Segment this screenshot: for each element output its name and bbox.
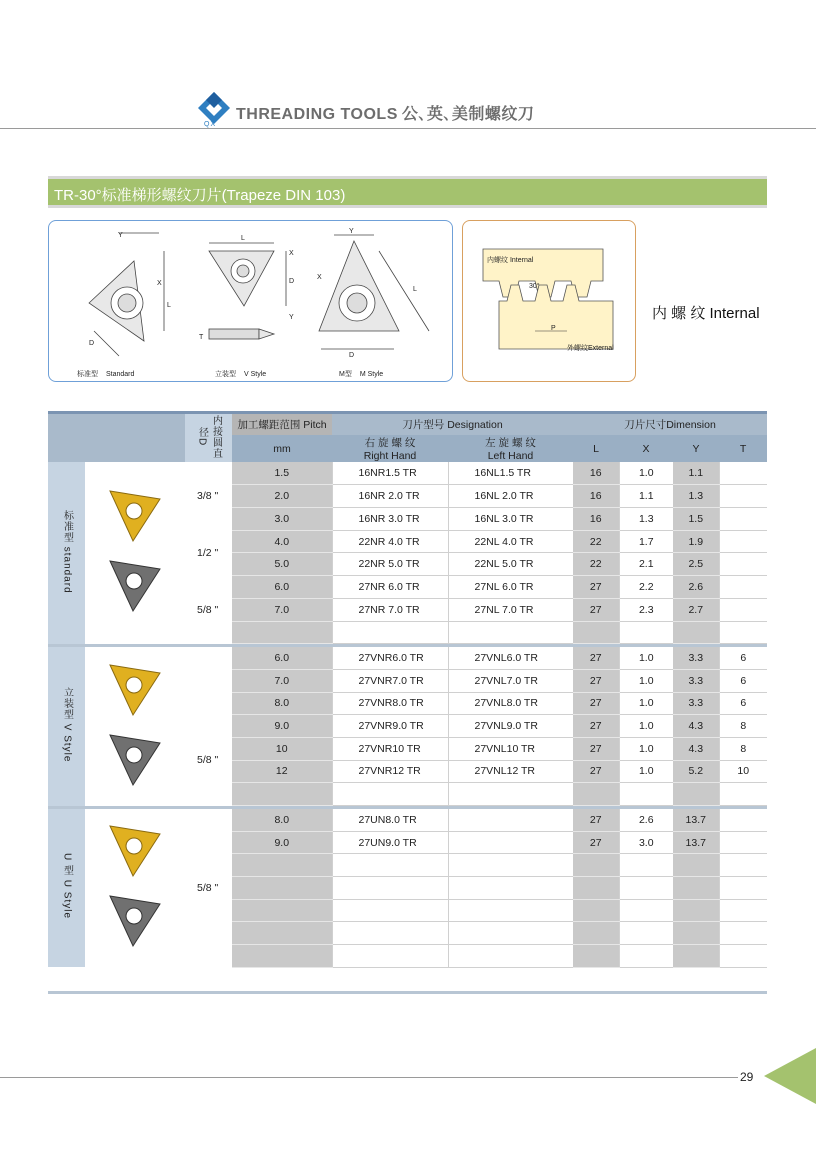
L-cell <box>573 945 619 968</box>
table-header-row-1 <box>48 413 767 436</box>
T-cell <box>719 508 767 531</box>
X-cell <box>619 621 673 644</box>
right-hand-cell <box>332 899 448 922</box>
T-cell: 8 <box>719 715 767 738</box>
Y-cell <box>673 899 719 922</box>
right-hand-cell: 16NR 3.0 TR <box>332 508 448 531</box>
right-hand-cell: 27VNR6.0 TR <box>332 647 448 670</box>
right-hand-cell: 27VNR10 TR <box>332 737 448 760</box>
Y-cell: 2.6 <box>673 576 719 599</box>
section-title: TR-30°标准梯形螺纹刀片(Trapeze DIN 103) <box>54 187 346 204</box>
right-hand-cell: 22NR 4.0 TR <box>332 530 448 553</box>
right-hand-cell: 27VNR9.0 TR <box>332 715 448 738</box>
pitch-cell: 6.0 <box>232 576 332 599</box>
svg-text:L: L <box>241 235 245 242</box>
pitch-cell: 1.5 <box>232 462 332 485</box>
pitch-cell: 8.0 <box>232 809 332 832</box>
left-hand-cell: 16NL 2.0 TR <box>448 485 573 508</box>
header-L: L <box>573 435 619 462</box>
group-label <box>48 462 85 644</box>
X-cell <box>619 899 673 922</box>
pitch-cell: 4.0 <box>232 530 332 553</box>
pitch-cell <box>232 854 332 877</box>
L-cell: 16 <box>573 462 619 485</box>
L-cell: 22 <box>573 553 619 576</box>
left-hand-cell <box>448 899 573 922</box>
pitch-cell <box>232 922 332 945</box>
L-cell: 16 <box>573 508 619 531</box>
X-cell <box>619 783 673 806</box>
X-cell: 2.3 <box>619 598 673 621</box>
right-hand-cell: 22NR 5.0 TR <box>332 553 448 576</box>
svg-text:Y: Y <box>349 228 354 235</box>
L-cell: 27 <box>573 760 619 783</box>
pitch-cell: 6.0 <box>232 647 332 670</box>
right-hand-cell: 27UN9.0 TR <box>332 831 448 854</box>
left-hand-cell <box>448 945 573 968</box>
T-cell <box>719 462 767 485</box>
X-cell: 1.0 <box>619 669 673 692</box>
X-cell: 1.3 <box>619 508 673 531</box>
left-hand-cell: 27VNL7.0 TR <box>448 669 573 692</box>
Y-cell: 3.3 <box>673 669 719 692</box>
brand-name: THREADING TOOLS <box>236 106 398 123</box>
svg-text:X: X <box>157 280 162 287</box>
right-hand-cell <box>332 854 448 877</box>
Y-cell: 1.9 <box>673 530 719 553</box>
Y-cell <box>673 621 719 644</box>
right-hand-cell <box>332 877 448 900</box>
L-cell <box>573 922 619 945</box>
pitch-cell <box>232 877 332 900</box>
Y-cell <box>673 945 719 968</box>
X-cell <box>619 945 673 968</box>
L-cell: 27 <box>573 647 619 670</box>
left-hand-cell: 27VNL8.0 TR <box>448 692 573 715</box>
X-cell: 1.0 <box>619 647 673 670</box>
pitch-cell: 7.0 <box>232 598 332 621</box>
diagram-label-standard: 标准型 Standard <box>77 371 135 378</box>
X-cell: 1.0 <box>619 715 673 738</box>
L-cell <box>573 621 619 644</box>
L-cell: 27 <box>573 692 619 715</box>
T-cell: 6 <box>719 647 767 670</box>
right-hand-cell <box>332 783 448 806</box>
footer-divider <box>0 1077 738 1078</box>
table-row <box>48 809 767 832</box>
insert-photo-icon <box>95 655 175 795</box>
spec-table <box>48 411 767 968</box>
svg-text:Y: Y <box>118 232 123 239</box>
Y-cell: 1.1 <box>673 462 719 485</box>
Y-cell: 13.7 <box>673 809 719 832</box>
right-hand-cell: 27VNR8.0 TR <box>332 692 448 715</box>
left-hand-cell <box>448 854 573 877</box>
L-cell <box>573 783 619 806</box>
left-hand-cell <box>448 809 573 832</box>
Y-cell: 2.7 <box>673 598 719 621</box>
svg-text:D: D <box>89 340 95 347</box>
T-cell: 6 <box>719 669 767 692</box>
L-cell: 27 <box>573 598 619 621</box>
group-label <box>48 647 85 806</box>
T-cell: 6 <box>719 692 767 715</box>
Y-cell: 3.3 <box>673 692 719 715</box>
T-cell <box>719 621 767 644</box>
header-Y: Y <box>673 435 719 462</box>
pitch-label: P <box>551 325 556 332</box>
left-hand-cell: 27NL 6.0 TR <box>448 576 573 599</box>
T-cell <box>719 922 767 945</box>
Y-cell: 13.7 <box>673 831 719 854</box>
insert-photo <box>85 647 185 806</box>
thread-profile-icon <box>463 221 635 381</box>
right-hand-cell: 27NR 7.0 TR <box>332 598 448 621</box>
Y-cell <box>673 854 719 877</box>
right-hand-cell: 27NR 6.0 TR <box>332 576 448 599</box>
left-hand-cell <box>448 922 573 945</box>
insert-diagrams <box>48 220 453 382</box>
T-cell <box>719 485 767 508</box>
T-cell <box>719 831 767 854</box>
logo-text: QX <box>204 121 217 128</box>
svg-text:D: D <box>289 278 295 285</box>
Y-cell: 5.2 <box>673 760 719 783</box>
group-label-text: 标准型 standard <box>61 509 73 594</box>
pitch-cell <box>232 899 332 922</box>
header-X: X <box>619 435 673 462</box>
right-hand-cell: 27UN8.0 TR <box>332 809 448 832</box>
X-cell: 1.0 <box>619 692 673 715</box>
T-cell <box>719 553 767 576</box>
pitch-cell <box>232 621 332 644</box>
left-hand-cell: 16NL1.5 TR <box>448 462 573 485</box>
right-hand-cell <box>332 922 448 945</box>
L-cell <box>573 899 619 922</box>
left-hand-cell <box>448 877 573 900</box>
pitch-cell <box>232 945 332 968</box>
diameter-cell: 5/8 " <box>185 715 232 806</box>
left-hand-cell: 27VNL9.0 TR <box>448 715 573 738</box>
header-diameter: 内接圆直径D <box>185 413 232 463</box>
left-hand-cell: 27NL 7.0 TR <box>448 598 573 621</box>
Y-cell: 2.5 <box>673 553 719 576</box>
right-hand-cell: 16NR 2.0 TR <box>332 485 448 508</box>
X-cell: 3.0 <box>619 831 673 854</box>
X-cell <box>619 877 673 900</box>
header-blank <box>48 413 185 463</box>
L-cell: 27 <box>573 831 619 854</box>
table-row <box>48 462 767 485</box>
external-thread-tag: 外螺纹External <box>567 345 614 352</box>
Y-cell <box>673 877 719 900</box>
diameter-cell: 3/8 " <box>185 462 232 530</box>
left-hand-cell: 27VNL12 TR <box>448 760 573 783</box>
table-row <box>48 647 767 670</box>
header-left-hand: 左 旋 螺 纹 Left Hand <box>448 435 573 462</box>
diameter-cell: 1/2 " <box>185 530 232 575</box>
pitch-cell: 8.0 <box>232 692 332 715</box>
svg-text:T: T <box>199 334 204 341</box>
left-hand-cell: 22NL 5.0 TR <box>448 553 573 576</box>
X-cell <box>619 922 673 945</box>
pitch-cell: 5.0 <box>232 553 332 576</box>
internal-label: 内 螺 纹 Internal <box>652 305 760 322</box>
left-hand-cell: 27VNL6.0 TR <box>448 647 573 670</box>
insert-photo <box>85 809 185 968</box>
pitch-cell: 9.0 <box>232 831 332 854</box>
left-hand-cell: 16NL 3.0 TR <box>448 508 573 531</box>
left-hand-cell: 27VNL10 TR <box>448 737 573 760</box>
diameter-cell <box>185 647 232 715</box>
Y-cell <box>673 783 719 806</box>
footer-triangle-icon <box>764 1048 816 1104</box>
header-dimension: 刀片尺寸Dimension <box>573 413 767 436</box>
svg-text:L: L <box>413 286 417 293</box>
pitch-cell: 12 <box>232 760 332 783</box>
brand-name-cn: 公､英､美制螺纹刀 <box>401 106 535 123</box>
header-designation: 刀片型号 Designation <box>332 413 573 436</box>
diagram-label-m: M型 M Style <box>339 371 384 378</box>
X-cell: 1.7 <box>619 530 673 553</box>
insert-photo-icon <box>95 816 175 956</box>
header-right-hand: 右 旋 螺 纹 Right Hand <box>332 435 448 462</box>
L-cell: 22 <box>573 530 619 553</box>
header-divider <box>0 128 816 129</box>
L-cell: 27 <box>573 669 619 692</box>
Y-cell: 4.3 <box>673 715 719 738</box>
right-hand-cell: 27VNR7.0 TR <box>332 669 448 692</box>
pitch-cell: 3.0 <box>232 508 332 531</box>
X-cell: 2.1 <box>619 553 673 576</box>
L-cell <box>573 854 619 877</box>
L-cell: 27 <box>573 737 619 760</box>
X-cell: 1.0 <box>619 760 673 783</box>
Y-cell: 4.3 <box>673 737 719 760</box>
Y-cell: 1.3 <box>673 485 719 508</box>
T-cell <box>719 809 767 832</box>
group-label-text: 立装型 V Style <box>61 686 73 763</box>
X-cell: 2.6 <box>619 809 673 832</box>
left-hand-cell <box>448 831 573 854</box>
pitch-cell: 9.0 <box>232 715 332 738</box>
Y-cell: 3.3 <box>673 647 719 670</box>
svg-text:X: X <box>317 274 322 281</box>
X-cell: 2.2 <box>619 576 673 599</box>
section-title-bar <box>48 176 767 208</box>
svg-text:X: X <box>289 250 294 257</box>
group-label-text: U 型 U Style <box>61 853 73 920</box>
internal-thread-diagram <box>462 220 636 382</box>
insert-drawings-icon <box>49 221 452 381</box>
header-T: T <box>719 435 767 462</box>
diagram-label-v: 立装型 V Style <box>215 371 267 378</box>
right-hand-cell: 27VNR12 TR <box>332 760 448 783</box>
diameter-cell: 5/8 " <box>185 576 232 644</box>
T-cell: 8 <box>719 737 767 760</box>
L-cell: 27 <box>573 576 619 599</box>
L-cell: 27 <box>573 809 619 832</box>
header-mm: mm <box>232 435 332 462</box>
X-cell: 1.1 <box>619 485 673 508</box>
right-hand-cell: 16NR1.5 TR <box>332 462 448 485</box>
header-pitch: 加工螺距范围 Pitch <box>232 413 332 436</box>
angle-label: 30° <box>529 283 540 290</box>
right-hand-cell <box>332 945 448 968</box>
L-cell: 27 <box>573 715 619 738</box>
group-label <box>48 809 85 968</box>
left-hand-cell <box>448 621 573 644</box>
right-hand-cell <box>332 621 448 644</box>
left-hand-cell: 22NL 4.0 TR <box>448 530 573 553</box>
T-cell <box>719 530 767 553</box>
table-bottom-border <box>48 991 767 994</box>
T-cell <box>719 945 767 968</box>
insert-photo <box>85 462 185 644</box>
T-cell <box>719 854 767 877</box>
X-cell: 1.0 <box>619 737 673 760</box>
T-cell <box>719 877 767 900</box>
pitch-cell: 2.0 <box>232 485 332 508</box>
X-cell: 1.0 <box>619 462 673 485</box>
L-cell <box>573 877 619 900</box>
pitch-cell: 7.0 <box>232 669 332 692</box>
internal-thread-tag: 内螺纹 Internal <box>487 257 534 264</box>
T-cell <box>719 598 767 621</box>
pitch-cell <box>232 783 332 806</box>
insert-photo-icon <box>95 481 175 621</box>
svg-text:L: L <box>167 302 171 309</box>
T-cell <box>719 899 767 922</box>
X-cell <box>619 854 673 877</box>
diameter-cell: 5/8 " <box>185 809 232 968</box>
T-cell <box>719 576 767 599</box>
Y-cell <box>673 922 719 945</box>
svg-text:D: D <box>349 352 355 359</box>
T-cell: 10 <box>719 760 767 783</box>
svg-text:Y: Y <box>289 314 294 321</box>
L-cell: 16 <box>573 485 619 508</box>
brand-title <box>236 101 534 124</box>
page-number: 29 <box>740 1070 754 1084</box>
T-cell <box>719 783 767 806</box>
left-hand-cell <box>448 783 573 806</box>
pitch-cell: 10 <box>232 737 332 760</box>
Y-cell: 1.5 <box>673 508 719 531</box>
